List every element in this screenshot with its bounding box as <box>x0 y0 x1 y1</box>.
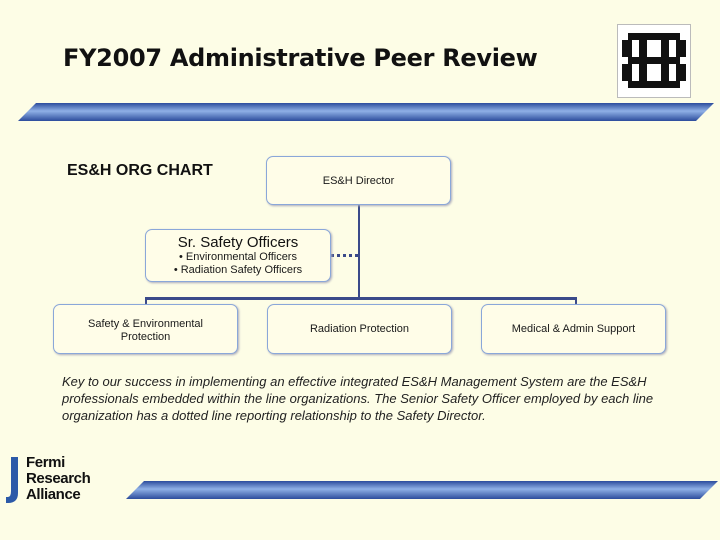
logo-line: Alliance <box>26 486 81 503</box>
dotted-reporting-line <box>331 254 358 257</box>
director-box: ES&H Director <box>266 156 451 205</box>
footer-divider-bar <box>126 481 718 499</box>
safety-officers-title: Sr. Safety Officers <box>177 234 299 251</box>
header-divider-bar <box>18 103 714 121</box>
org-box-radiation-protection: Radiation Protection <box>267 304 452 354</box>
logo-line: Fermi <box>26 454 65 471</box>
org-box-label: Safety & Environmental Protection <box>88 318 203 343</box>
fermi-research-alliance-wordmark <box>26 455 90 503</box>
connector-horizontal <box>145 297 577 300</box>
connector-child-right <box>575 297 577 304</box>
connector-director-trunk <box>358 205 360 298</box>
fermi-research-alliance-logo-icon <box>6 457 20 503</box>
safety-officers-item: • Environmental Officers <box>179 251 297 263</box>
description-text: Key to our success in implementing an effective integrated ES&H Management System are the ES&H professionals embedded within the line organizations. The Senior Safety Officer employed by each line organization has a dotted line reporting relationship to the Safety Director. <box>62 374 654 423</box>
fermilab-logo-icon <box>617 24 691 98</box>
safety-officers-box <box>145 229 331 282</box>
connector-child-left <box>145 297 147 304</box>
logo-line: Research <box>26 470 91 487</box>
safety-officers-item: • Radiation Safety Officers <box>173 264 303 276</box>
org-chart-label: ES&H ORG CHART <box>67 162 213 179</box>
org-box-safety-environmental <box>53 304 238 354</box>
org-box-medical-admin: Medical & Admin Support <box>481 304 666 354</box>
slide-title: FY2007 Administrative Peer Review <box>63 44 538 72</box>
